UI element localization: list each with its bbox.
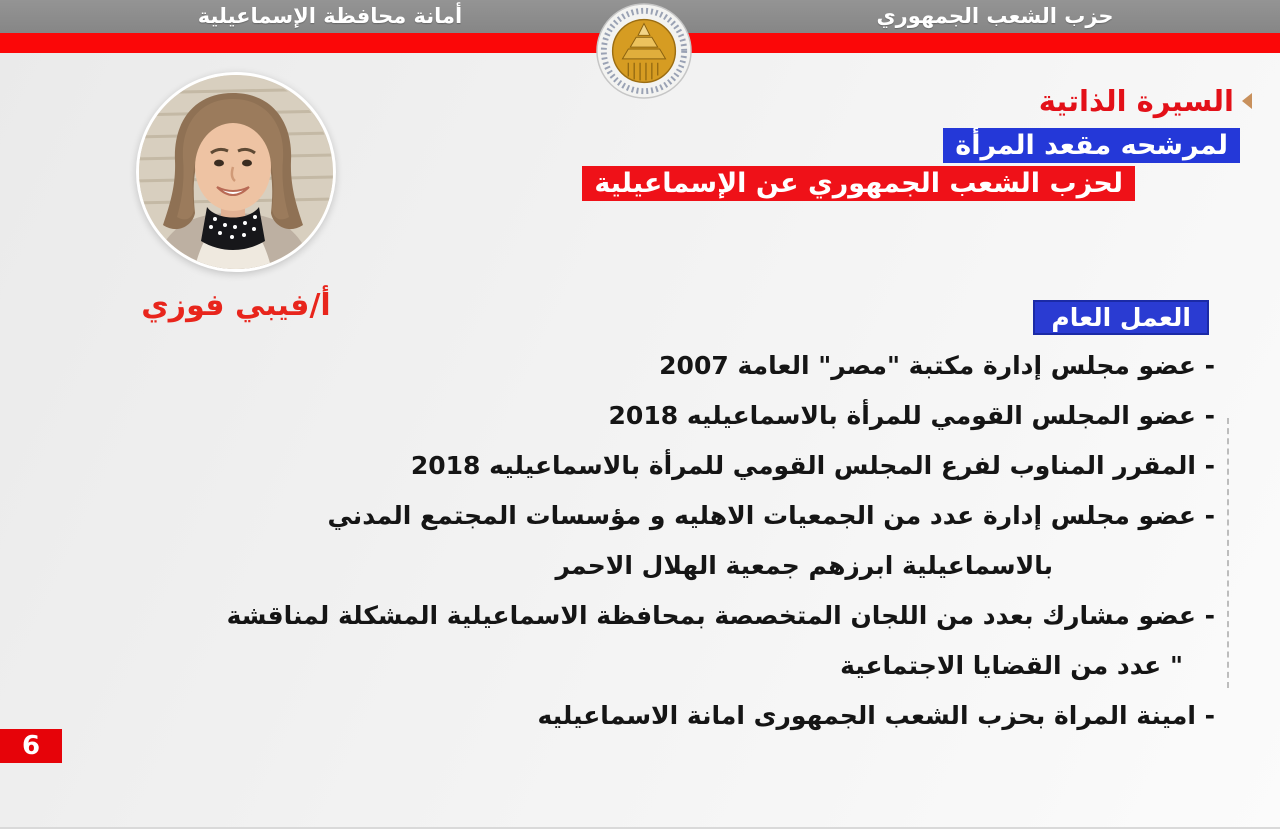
work-item-continuation: بالاسماعيلية ابرزهم جمعية الهلال الاحمر: [555, 551, 1053, 580]
work-item: - عضو المجلس القومي للمرأة بالاسماعيليه 2018: [608, 401, 1215, 430]
candidate-portrait-image: [136, 75, 333, 272]
cv-title: السيرة الذاتية: [1038, 84, 1234, 118]
work-item: - عضو مشارك بعدد من اللجان المتخصصة بمحافظة الاسماعيلية المشكلة لمناقشة: [226, 601, 1215, 630]
work-item: - امينة المراة بحزب الشعب الجمهورى امانة الاسماعيليه: [537, 701, 1215, 730]
header-governorate-title: أمانة محافظة الإسماعيلية: [197, 4, 463, 28]
work-item: - المقرر المناوب لفرع المجلس القومي للمرأة بالاسماعيليه 2018: [410, 451, 1215, 480]
work-history-list: [45, 341, 1215, 741]
candidate-name: أ/فيبي فوزي: [141, 288, 331, 323]
work-item-continuation: " عدد من القضايا الاجتماعية: [840, 651, 1183, 680]
subtitle-party-governorate: لحزب الشعب الجمهوري عن الإسماعيلية: [582, 166, 1135, 201]
subtitle-women-seat: لمرشحه مقعد المرأة: [943, 128, 1240, 163]
party-emblem-icon: [595, 2, 693, 100]
header-party-title: حزب الشعب الجمهوري: [876, 4, 1114, 28]
candidate-photo: [136, 72, 336, 272]
cv-title-row: [1039, 84, 1252, 118]
dashed-divider: [1227, 418, 1229, 688]
page-number-badge: 6: [0, 729, 62, 763]
party-logo-icon: [595, 2, 693, 100]
work-item: - عضو مجلس إدارة مكتبة "مصر" العامة 2007: [659, 351, 1215, 380]
bullet-arrow-icon: [1242, 93, 1252, 109]
section-badge-public-work: العمل العام: [1033, 300, 1209, 335]
work-item: - عضو مجلس إدارة عدد من الجمعيات الاهليه و مؤسسات المجتمع المدني: [327, 501, 1215, 530]
